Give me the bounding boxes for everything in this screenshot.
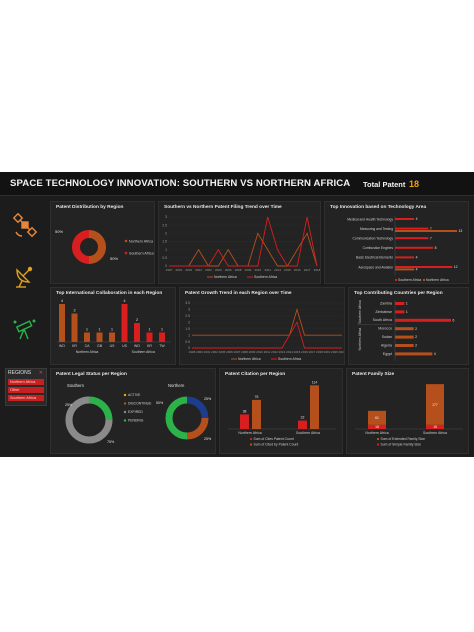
category-label: Combustion Engines bbox=[362, 246, 393, 251]
legend-label: Southern Africa bbox=[398, 278, 422, 282]
data-label: 12 bbox=[453, 265, 458, 270]
x-tick-label: WO bbox=[133, 344, 141, 348]
bar-northern bbox=[395, 230, 457, 232]
northern-status-slice bbox=[187, 418, 205, 436]
category-label: Morocco bbox=[378, 326, 392, 331]
data-label: 1 bbox=[148, 327, 151, 332]
x-tick-label: 2013 bbox=[278, 350, 286, 354]
growth-trend-chart bbox=[180, 288, 345, 365]
collab-bar bbox=[147, 333, 153, 343]
x-tick-label: 2014 bbox=[274, 268, 281, 272]
x-tick-label: 2014 bbox=[286, 350, 293, 354]
data-label: 2 bbox=[136, 318, 138, 322]
data-label: 7 bbox=[429, 236, 432, 241]
category-label: South Africa bbox=[372, 318, 392, 323]
data-label: 1 bbox=[405, 310, 408, 314]
legend-marker bbox=[124, 402, 126, 404]
panel-title: Patent Citation per Region bbox=[225, 372, 286, 377]
total-patent-value: 18 bbox=[409, 179, 420, 189]
data-label: 4 bbox=[415, 255, 418, 260]
legal-status-panel bbox=[50, 368, 216, 454]
country-bar bbox=[395, 302, 404, 305]
slicer-item-northern[interactable]: Northern Africa bbox=[8, 379, 44, 385]
x-tick-label: 2019 bbox=[323, 350, 331, 354]
data-label: 25% bbox=[204, 397, 212, 401]
category-label: Zambia bbox=[380, 301, 392, 306]
satellite-dish-icon bbox=[13, 264, 37, 290]
data-label: 1 bbox=[111, 327, 113, 332]
x-tick-label: 2001 bbox=[195, 268, 202, 272]
x-tick-label: 2017 bbox=[303, 268, 311, 272]
data-label: 25% bbox=[204, 437, 212, 441]
legend-marker bbox=[395, 279, 397, 281]
collab-bar bbox=[97, 333, 103, 343]
collab-bar bbox=[122, 304, 128, 342]
legend-label: Southern Africa bbox=[129, 251, 154, 256]
data-label: 4 bbox=[433, 352, 436, 356]
citation-panel bbox=[219, 368, 343, 454]
regions-slicer bbox=[5, 368, 47, 406]
x-tick-label: 2006 bbox=[226, 350, 233, 354]
total-patent-label: Total Patent bbox=[363, 180, 406, 189]
dashboard-title: SPACE TECHNOLOGY INNOVATION: SOUTHERN VS NORTHERN AFRICA bbox=[10, 178, 351, 189]
panel-title: Patent Distribution by Region bbox=[56, 205, 124, 210]
collab-bar bbox=[84, 333, 90, 343]
x-tick-label: 2018 bbox=[313, 268, 321, 272]
x-tick-label: 2020 bbox=[331, 350, 338, 354]
x-tick-label: 1998 bbox=[188, 350, 196, 354]
collab-bar bbox=[59, 304, 65, 342]
y-tick-label: 2 bbox=[188, 320, 190, 325]
filing-trend-chart bbox=[159, 202, 321, 284]
x-tick-label: 2001 bbox=[203, 350, 211, 354]
group-label: Northern Africa bbox=[358, 327, 362, 351]
legend-marker bbox=[250, 438, 252, 440]
region-distribution-slice bbox=[89, 234, 102, 260]
category-label: Basic Electrical Elements bbox=[355, 255, 393, 260]
x-tick-label: 2010 bbox=[254, 268, 262, 272]
legend-label: Southern Africa bbox=[254, 275, 278, 280]
collab-bar bbox=[159, 333, 165, 343]
category-label: Measuring and Testing bbox=[359, 226, 393, 231]
grouped-bar bbox=[310, 385, 319, 429]
category-label: Communication Technology bbox=[352, 236, 393, 241]
top-innovation-panel bbox=[324, 201, 469, 284]
x-tick-label: 2003 bbox=[214, 268, 222, 272]
legend-label: Southern Africa bbox=[278, 357, 302, 362]
data-label: 114 bbox=[311, 380, 318, 385]
data-label: 4 bbox=[415, 267, 418, 272]
y-tick-label: 0.5 bbox=[162, 256, 167, 261]
y-tick-label: 1 bbox=[165, 247, 167, 252]
legend-label: Sum of Extended Family Size bbox=[380, 437, 425, 441]
y-tick-label: 2.5 bbox=[162, 223, 167, 228]
x-tick-label: 2002 bbox=[211, 350, 218, 354]
bar-northern bbox=[395, 268, 414, 270]
legal-status-chart bbox=[51, 369, 216, 454]
family-size-chart bbox=[347, 369, 469, 454]
slicer-item-other[interactable]: Other bbox=[8, 387, 44, 393]
patent-distribution-chart bbox=[51, 202, 155, 284]
country-bar bbox=[395, 310, 404, 313]
x-tick-label: 2015 bbox=[284, 268, 291, 272]
panel-title: Top Innovation based on Technology Area bbox=[330, 205, 427, 210]
bar-southern bbox=[395, 237, 428, 239]
legend-label: DISCONTINUE bbox=[128, 401, 152, 406]
top-innovation-chart bbox=[325, 202, 469, 284]
data-label: 76 bbox=[254, 394, 259, 399]
data-label: 50% bbox=[156, 401, 164, 405]
region-distribution-slice bbox=[76, 234, 89, 260]
legend-marker bbox=[125, 252, 128, 255]
country-bar bbox=[395, 336, 414, 339]
top-countries-panel bbox=[348, 287, 469, 365]
y-tick-label: 1 bbox=[188, 333, 190, 338]
patent-distribution-panel bbox=[50, 201, 155, 284]
data-label: 13 bbox=[458, 229, 463, 234]
country-bar bbox=[395, 319, 451, 322]
y-tick-label: 2 bbox=[165, 231, 167, 236]
northern-status-slice bbox=[169, 400, 187, 436]
category-label: Algeria bbox=[380, 343, 392, 348]
slicer-item-southern[interactable]: Southern Africa bbox=[8, 395, 44, 401]
y-tick-label: 3.5 bbox=[185, 301, 190, 306]
category-label: Egypt bbox=[382, 351, 392, 356]
legend-label: ACTIVE bbox=[128, 393, 141, 398]
x-tick-label: 2011 bbox=[264, 268, 271, 272]
panel-title: Patent Family Size bbox=[352, 372, 395, 377]
legend-marker bbox=[124, 411, 126, 413]
x-tick-label: WO bbox=[58, 344, 66, 348]
legend-label: Sum of Simple Family Size bbox=[380, 442, 422, 447]
group-label: Northern Africa bbox=[75, 350, 99, 354]
group-label: Southern Africa bbox=[358, 300, 362, 324]
southern-label: Southern bbox=[67, 383, 84, 388]
data-label: 4 bbox=[415, 217, 418, 222]
legend-marker bbox=[377, 444, 379, 446]
x-tick-label: TW bbox=[159, 344, 165, 348]
data-label: 6 bbox=[452, 318, 455, 323]
data-label: 1 bbox=[86, 327, 88, 332]
data-label: 2 bbox=[415, 326, 418, 331]
x-tick-label: KR bbox=[147, 344, 152, 348]
x-tick-label: CA bbox=[84, 344, 90, 348]
collaboration-panel bbox=[50, 287, 176, 365]
category-label: Zimbabwe bbox=[375, 309, 392, 314]
data-label: 2 bbox=[415, 343, 418, 348]
country-bar bbox=[395, 344, 414, 347]
data-label: 75% bbox=[107, 440, 115, 444]
y-tick-label: 1.5 bbox=[162, 239, 167, 244]
x-tick-label: 2018 bbox=[316, 350, 323, 354]
panel-title: Southern vs Northern Patent Filing Trend over Time bbox=[164, 205, 282, 210]
growth-trend-panel bbox=[179, 287, 345, 365]
country-bar bbox=[395, 352, 432, 355]
bar-southern bbox=[395, 228, 428, 230]
x-tick-label: 2005 bbox=[218, 350, 226, 354]
data-label: 25% bbox=[65, 403, 73, 407]
collab-bar bbox=[72, 314, 78, 343]
southern-status-slice bbox=[89, 400, 109, 420]
y-tick-label: 2.5 bbox=[185, 314, 190, 319]
x-tick-label: 2021 bbox=[338, 350, 346, 354]
data-label: 61 bbox=[375, 416, 379, 421]
data-label: 50% bbox=[55, 229, 64, 234]
panel-title: Top International Collaboration in each Region bbox=[56, 291, 163, 296]
collab-bar bbox=[109, 333, 115, 343]
x-tick-label: Southern Africa bbox=[423, 431, 447, 435]
dashboard-header bbox=[0, 172, 474, 196]
x-tick-label: 2008 bbox=[241, 350, 248, 354]
data-label: 38 bbox=[242, 409, 247, 414]
x-tick-label: US bbox=[122, 344, 127, 348]
bar-southern bbox=[395, 247, 433, 249]
data-label: 2 bbox=[415, 335, 418, 340]
legend-marker bbox=[423, 279, 425, 281]
x-tick-label: US bbox=[109, 344, 115, 348]
legend-marker bbox=[377, 438, 379, 440]
panel-title: Top Contributing Countries per Region bbox=[354, 291, 443, 296]
bar-southern bbox=[395, 256, 414, 258]
legend-marker bbox=[125, 240, 128, 243]
legend-label: Northern Africa bbox=[129, 239, 153, 244]
category-label: Aerospace and Aviation bbox=[358, 265, 393, 270]
data-label: 4 bbox=[61, 299, 63, 303]
country-bar bbox=[395, 327, 414, 330]
y-tick-label: 0 bbox=[165, 264, 167, 269]
grouped-bar bbox=[240, 414, 249, 429]
data-label: 177 bbox=[432, 402, 438, 407]
collaboration-chart bbox=[51, 288, 176, 365]
clear-filter-icon[interactable]: ✕ bbox=[38, 370, 43, 376]
bar-southern bbox=[395, 266, 452, 268]
y-tick-label: 3 bbox=[188, 307, 190, 312]
legend-label: Northern Africa bbox=[238, 357, 261, 362]
legend-label: Sum of Cites Patent Count bbox=[253, 437, 294, 441]
x-tick-label: Northern Africa bbox=[238, 431, 262, 435]
satellite-icon bbox=[12, 212, 38, 238]
data-label: 3 bbox=[73, 308, 76, 313]
legend-marker bbox=[124, 394, 126, 396]
legend-label: Sum of Cited by Patent Count bbox=[253, 442, 299, 447]
slicer-title: REGIONS bbox=[8, 370, 32, 376]
data-label: 1 bbox=[405, 301, 408, 306]
x-tick-label: Northern Africa bbox=[365, 431, 389, 435]
x-tick-label: 2017 bbox=[308, 350, 316, 354]
category-label: Sudan bbox=[381, 335, 392, 339]
northern-status-slice bbox=[187, 400, 205, 418]
x-tick-label: 2002 bbox=[205, 268, 212, 272]
x-tick-label: GB bbox=[96, 344, 103, 348]
data-label: 50% bbox=[110, 256, 119, 261]
panel-title: Patent Legal Status per Region bbox=[56, 372, 127, 377]
collab-bar bbox=[134, 323, 140, 342]
y-tick-label: 1.5 bbox=[185, 326, 190, 331]
category-label: Medical and Health Technology bbox=[347, 217, 393, 222]
data-label: 7 bbox=[429, 226, 432, 231]
x-tick-label: KR bbox=[72, 344, 77, 348]
data-label: 8 bbox=[434, 246, 437, 250]
y-tick-label: 0 bbox=[188, 346, 190, 351]
x-tick-label: 2006 bbox=[224, 268, 232, 272]
dashboard bbox=[0, 172, 474, 457]
legend-marker bbox=[250, 444, 252, 446]
x-tick-label: 2000 bbox=[196, 350, 203, 354]
y-tick-label: 3 bbox=[165, 215, 167, 220]
group-label: Southern Africa bbox=[131, 350, 155, 354]
top-countries-chart bbox=[349, 288, 469, 365]
family-size-panel bbox=[346, 368, 469, 454]
x-tick-label: 2001 bbox=[175, 268, 183, 272]
panel-title: Patent Growth Trend in each Region over Time bbox=[185, 291, 292, 296]
legend-label: Northern Africa bbox=[426, 278, 449, 282]
telescope-icon bbox=[12, 318, 38, 342]
grouped-bar bbox=[252, 400, 261, 429]
x-tick-label: 2007 bbox=[233, 350, 241, 354]
citation-chart bbox=[220, 369, 343, 454]
data-label: 4 bbox=[123, 299, 126, 303]
legend-label: Northern Africa bbox=[214, 275, 237, 280]
x-tick-label: 2015 bbox=[293, 350, 301, 354]
x-tick-label: 2009 bbox=[244, 268, 252, 272]
bar-southern bbox=[395, 218, 414, 220]
y-tick-label: 0.5 bbox=[185, 339, 190, 344]
x-tick-label: 2016 bbox=[301, 350, 308, 354]
data-label: 18 bbox=[375, 425, 379, 430]
northern-label: Northern bbox=[168, 383, 185, 388]
x-tick-label: 2012 bbox=[271, 350, 278, 354]
x-tick-label: 2016 bbox=[293, 268, 301, 272]
x-tick-label: 1997 bbox=[165, 268, 173, 272]
data-label: 1 bbox=[98, 327, 101, 332]
data-label: 22 bbox=[300, 415, 305, 420]
x-tick-label: 2008 bbox=[234, 268, 242, 272]
x-tick-label: 2009 bbox=[248, 350, 256, 354]
x-tick-label: 2011 bbox=[263, 350, 271, 354]
x-tick-label: 2010 bbox=[256, 350, 263, 354]
legend-label: PENDING bbox=[128, 418, 144, 423]
data-label: 1 bbox=[161, 327, 163, 332]
data-label: 18 bbox=[433, 425, 437, 430]
legend-marker bbox=[124, 419, 126, 421]
grouped-bar bbox=[298, 421, 307, 429]
x-tick-label: 2004 bbox=[185, 268, 193, 272]
legend-label: EXPIRED bbox=[128, 410, 143, 415]
x-tick-label: Southern Africa bbox=[296, 431, 320, 435]
filing-trend-panel bbox=[158, 201, 321, 284]
